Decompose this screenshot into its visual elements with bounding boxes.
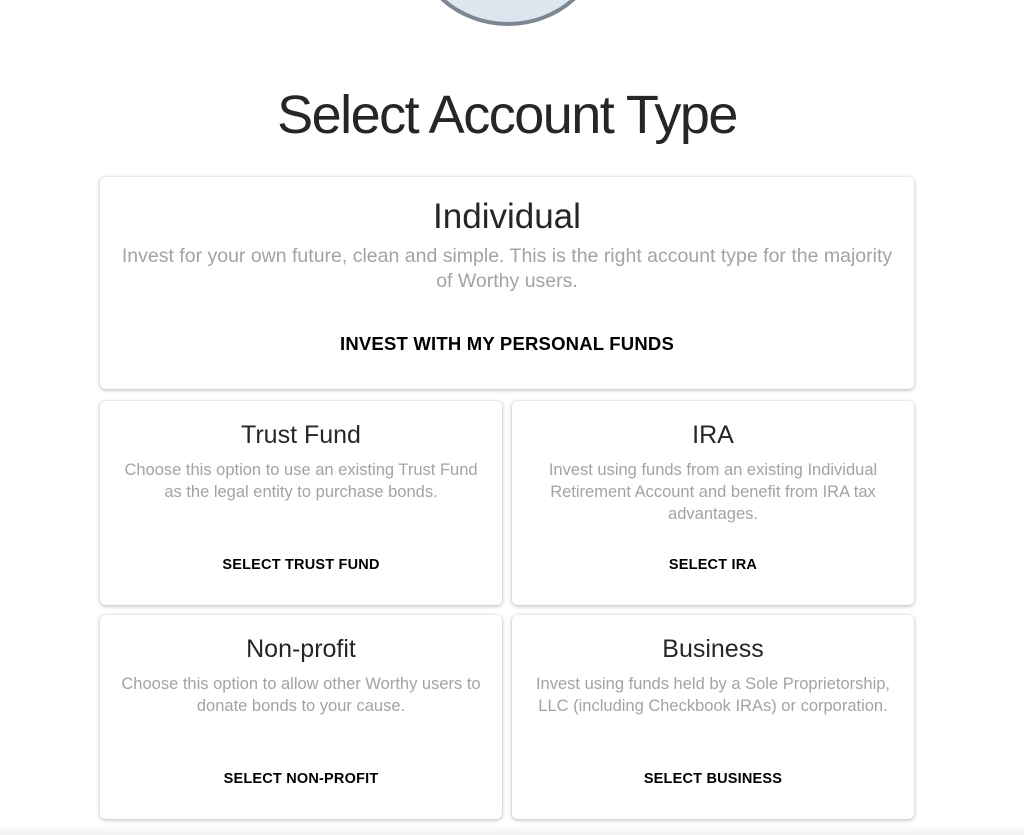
card-description-trust-fund: Choose this option to use an existing Trust Fund as the legal entity to purchase bonds. [124, 461, 478, 501]
card-description-individual: Invest for your own future, clean and simple. This is the right account type for the majority of Worthy users. [121, 245, 893, 292]
card-business[interactable] [512, 615, 914, 819]
select-business-button[interactable]: SELECT BUSINESS [643, 771, 783, 787]
page-title: Select Account Type [277, 85, 737, 145]
card-description-business: Invest using funds held by a Sole Proprietorship, LLC (including Checkbook IRAs) or corporation. [535, 675, 891, 715]
card-individual[interactable] [100, 177, 914, 389]
select-non-profit-button[interactable]: SELECT NON-PROFIT [223, 771, 379, 787]
avatar [415, 0, 601, 26]
card-title-non-profit: Non-profit [246, 635, 356, 663]
card-description-ira: Invest using funds from an existing Individual Retirement Account and benefit from IRA tax advantages. [548, 461, 878, 523]
card-title-trust-fund: Trust Fund [241, 421, 361, 449]
invest-personal-funds-button[interactable]: INVEST WITH MY PERSONAL FUNDS [339, 333, 675, 354]
card-title-business: Business [662, 635, 764, 663]
card-non-profit[interactable] [100, 615, 502, 819]
card-description-non-profit: Choose this option to allow other Worthy users to donate bonds to your cause. [121, 675, 481, 715]
bottom-fade [0, 825, 1024, 835]
card-ira[interactable] [512, 401, 914, 605]
select-trust-fund-button[interactable]: SELECT TRUST FUND [222, 557, 380, 573]
select-ira-button[interactable]: SELECT IRA [668, 557, 758, 573]
card-title-individual: Individual [433, 197, 581, 236]
card-title-ira: IRA [692, 421, 734, 449]
card-trust-fund[interactable] [100, 401, 502, 605]
